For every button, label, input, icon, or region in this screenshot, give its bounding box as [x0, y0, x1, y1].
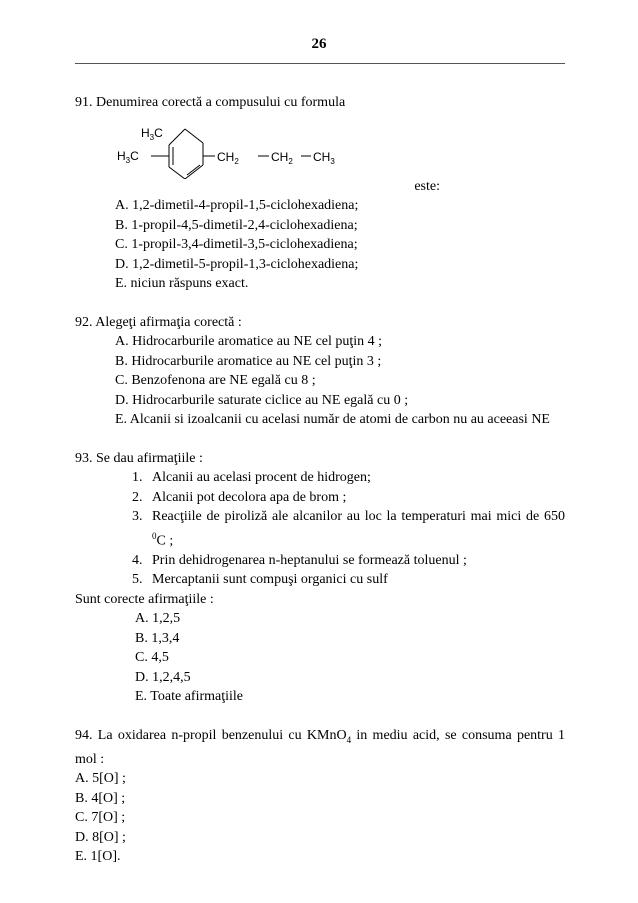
q93-statement-4: 4. Prin dehidrogenarea n-heptanului se formează toluenul ; — [132, 552, 467, 568]
q92-stem: 92. Alegeţi afirmaţia corectă : — [75, 314, 242, 330]
q91-suffix: este: — [414, 178, 440, 194]
q91-option-c[interactable]: C. 1-propil-3,4-dimetil-3,5-ciclohexadiena; — [115, 237, 358, 252]
question-91 — [75, 93, 565, 294]
q91-option-d[interactable]: D. 1,2-dimetil-5-propil-1,3-ciclohexadiena; — [115, 256, 359, 272]
q92-option-a[interactable]: A. Hidrocarburile aromatice au NE cel puţin 4 ; — [115, 334, 383, 349]
q93-statement-1: 1. Alcanii au acelasi procent de hidrogen; — [132, 470, 371, 485]
q92-option-e[interactable]: E. Alcanii si izoalcanii cu acelasi număr de atomi de carbon nu au aceeasi NE — [115, 412, 550, 427]
q93-statements — [75, 468, 565, 590]
header-rule — [75, 63, 565, 64]
q92-option-d[interactable]: D. Hidrocarburile saturate ciclice au NE egală cu 0 ; — [115, 392, 409, 408]
q91-stem: 91. Denumirea corectă a compusului cu formula — [75, 95, 346, 110]
q93-option-a[interactable]: A. 1,2,5 — [135, 611, 181, 627]
q91-option-e[interactable]: E. niciun răspuns exact. — [115, 276, 249, 291]
question-94 — [75, 726, 565, 867]
q93-options — [75, 609, 565, 707]
chain-ch2-1: $CH_2$ — [217, 149, 239, 166]
top-methyl-label: $H_3C$ — [141, 125, 163, 142]
q93-statement-3: 3. Reacţiile de piroliză ale alcanilor au loc la temperaturi mai mici de 650 $^0$C ; — [132, 509, 565, 549]
q93-statement-2: 2. Alcanii pot decolora apa de brom ; — [132, 489, 347, 505]
cyclohexadiene-structure — [75, 113, 355, 179]
q93-prompt: Sunt corecte afirmaţiile : — [75, 591, 214, 607]
q94-stem: 94. La oxidarea n-propil benzenului cu KMnO$_4$ in mediu acid, se consuma pentru 1 mol : — [75, 727, 565, 767]
q91-structural-formula — [75, 113, 565, 179]
question-92 — [75, 313, 565, 430]
q94-options — [75, 769, 565, 867]
q91-option-b[interactable]: B. 1-propil-4,5-dimetil-2,4-ciclohexadiena; — [115, 217, 358, 233]
q94-option-e[interactable]: E. 1[O]. — [75, 849, 121, 865]
q94-option-b[interactable]: B. 4[O] ; — [75, 790, 126, 806]
chain-ch3: $CH_3$ — [313, 149, 335, 166]
q94-option-a[interactable]: A. 5[O] ; — [75, 771, 126, 787]
q92-option-b[interactable]: B. Hidrocarburile aromatice au NE cel puţin 3 ; — [115, 353, 382, 369]
q93-option-c[interactable]: C. 4,5 — [135, 650, 169, 666]
q93-option-d[interactable]: D. 1,2,4,5 — [135, 669, 191, 685]
q91-option-a[interactable]: A. 1,2-dimetil-4-propil-1,5-ciclohexadiena; — [115, 198, 359, 213]
q93-stem: 93. Se dau afirmaţiile : — [75, 450, 203, 466]
q94-option-c[interactable]: C. 7[O] ; — [75, 810, 126, 826]
q92-options — [75, 332, 565, 430]
question-93 — [75, 449, 565, 707]
q94-option-d[interactable]: D. 8[O] ; — [75, 829, 126, 845]
left-methyl-label: $H_3C$ — [117, 148, 139, 165]
page-content — [75, 93, 565, 867]
q91-options — [75, 196, 565, 294]
page-number: 26 — [311, 36, 327, 52]
q93-option-b[interactable]: B. 1,3,4 — [135, 630, 180, 646]
q92-option-c[interactable]: C. Benzofenona are NE egală cu 8 ; — [115, 373, 316, 388]
q93-statement-5: 5. Mercaptanii sunt compuşi organici cu sulf — [132, 572, 388, 588]
chain-ch2-2: $CH_2$ — [271, 149, 293, 166]
q93-option-e[interactable]: E. Toate afirmaţiile — [135, 689, 243, 705]
